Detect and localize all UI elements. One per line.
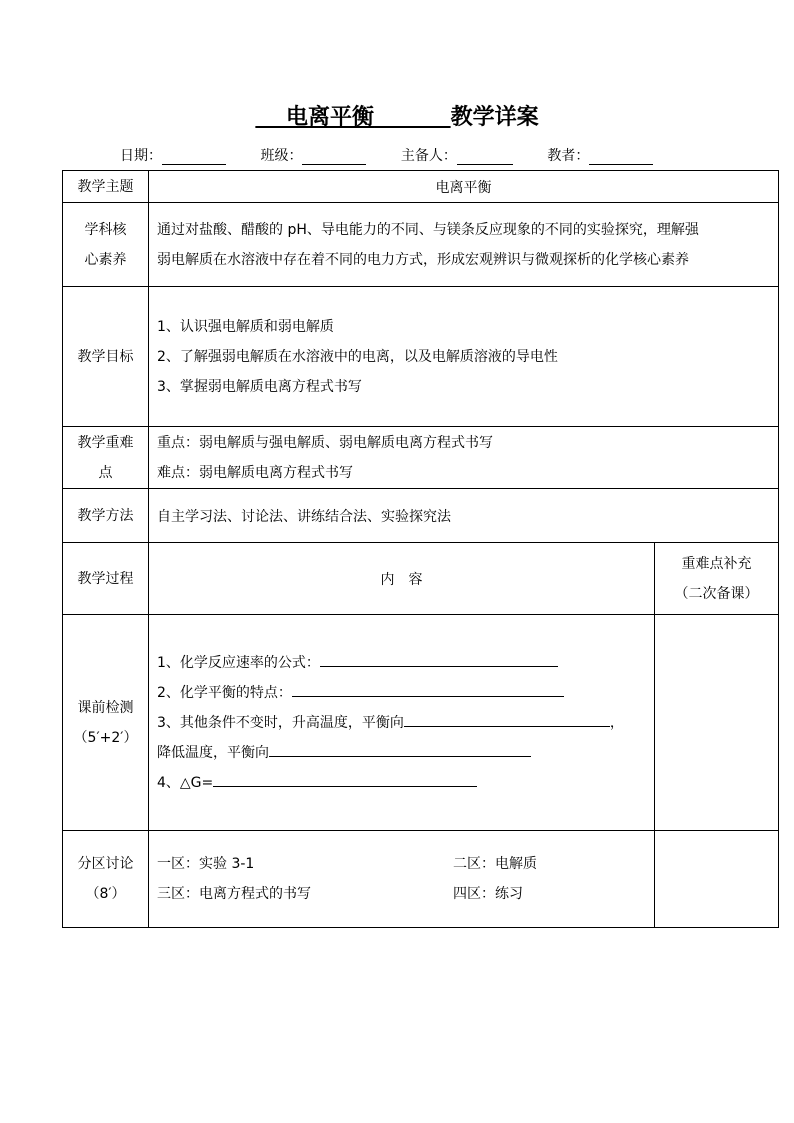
precheck-supplement	[655, 615, 779, 831]
answer-blank[interactable]	[213, 770, 477, 787]
answer-blank[interactable]	[269, 740, 531, 757]
process-label: 教学过程	[63, 543, 149, 615]
meta-line	[120, 145, 683, 165]
method-value: 自主学习法、讨论法、讲练结合法、实验探究法	[149, 489, 779, 543]
lesson-table	[62, 170, 779, 928]
class-blank	[302, 150, 366, 165]
theme-label: 教学主题	[63, 171, 149, 203]
answer-blank[interactable]	[320, 650, 558, 667]
row-discuss	[63, 831, 779, 928]
date-label: 日期：	[120, 148, 162, 164]
question-3b: 降低温度，平衡向	[157, 738, 646, 768]
question-4: 4、△G=	[157, 768, 646, 798]
page-title	[0, 100, 794, 131]
row-key	[63, 427, 779, 489]
discuss-label: 分区讨论 （8′）	[63, 831, 149, 928]
goal-item: 1、认识强电解质和弱电解质	[157, 318, 334, 335]
zone-4: 四区：练习	[453, 886, 523, 902]
goal-item: 2、了解强弱电解质在水溶液中的电离，以及电解质溶液的导电性	[157, 348, 558, 365]
question-1: 1、化学反应速率的公式：	[157, 648, 646, 678]
goals-list	[149, 287, 779, 427]
discuss-zones	[149, 831, 655, 928]
teacher-label: 教者：	[547, 148, 590, 164]
process-content: 内 容	[149, 543, 655, 615]
precheck-label: 课前检测 （5′+2′）	[63, 615, 149, 831]
answer-blank[interactable]	[292, 680, 564, 697]
process-supplement: 重难点补充 （二次备课）	[655, 543, 779, 615]
zone-3: 三区：电离方程式的书写	[157, 886, 311, 902]
title-suffix: 教学详案	[450, 105, 539, 130]
date-blank	[162, 150, 226, 165]
goal-item: 3、掌握弱电解质电离方程式书写	[157, 378, 362, 395]
class-label: 班级：	[260, 148, 303, 164]
question-2: 2、化学平衡的特点：	[157, 678, 646, 708]
literacy-label: 学科核 心素养	[63, 203, 149, 287]
row-precheck	[63, 615, 779, 831]
key-label: 教学重难 点	[63, 427, 149, 489]
literacy-text: 通过对盐酸、醋酸的 pH、导电能力的不同、与镁条反应现象的不同的实验探究，理解强 弱电解质在水溶液中存在着不同的电力方式，形成宏观辨识与微观探析的化学核心素养	[149, 203, 779, 287]
row-method	[63, 489, 779, 543]
key-text: 重点：弱电解质与强电解质、弱电解质电离方程式书写 难点：弱电解质电离方程式书写	[149, 427, 779, 489]
goals-label: 教学目标	[63, 287, 149, 427]
row-literacy	[63, 203, 779, 287]
method-label: 教学方法	[63, 489, 149, 543]
row-goals	[63, 287, 779, 427]
preparer-blank	[457, 150, 513, 165]
precheck-questions	[149, 615, 655, 831]
question-3: 3、其他条件不变时，升高温度，平衡向 ，	[157, 708, 646, 738]
zone-1: 一区：实验 3-1	[157, 856, 255, 872]
teacher-blank	[589, 150, 653, 165]
theme-value: 电离平衡	[149, 171, 779, 203]
zone-2: 二区：电解质	[453, 856, 537, 872]
discuss-supplement	[655, 831, 779, 928]
answer-blank[interactable]	[404, 710, 610, 727]
row-process	[63, 543, 779, 615]
title-topic: 电离平衡	[286, 105, 375, 130]
row-theme	[63, 171, 779, 203]
preparer-label: 主备人：	[400, 148, 457, 164]
